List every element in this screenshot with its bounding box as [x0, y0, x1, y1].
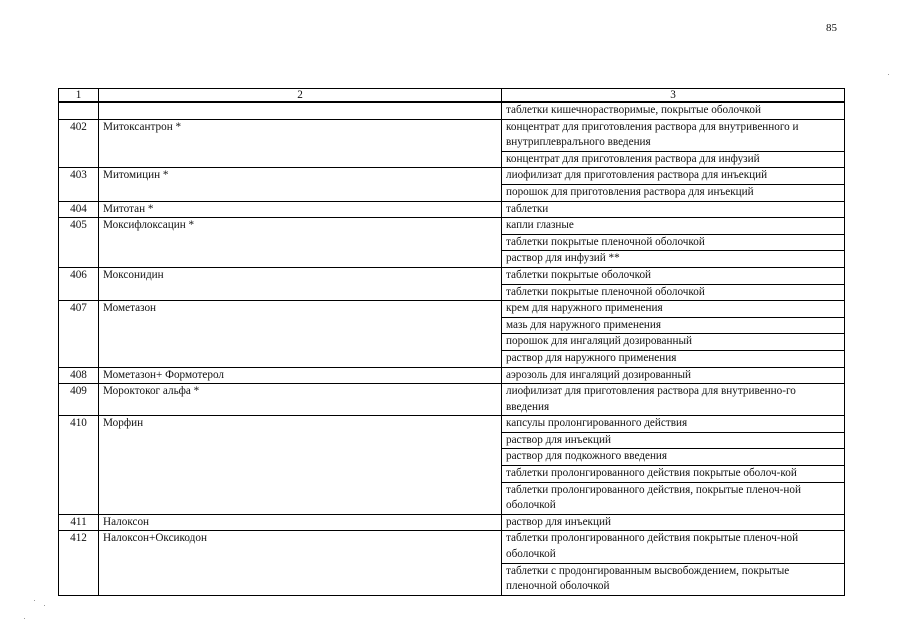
dosage-form: капсулы пролонгированного действия — [502, 416, 845, 433]
drug-name: Морфин — [99, 416, 502, 515]
dosage-form: порошок для ингаляций дозированный — [502, 334, 845, 351]
dosage-form: порошок для приготовления раствора для инъекций — [502, 184, 845, 201]
dosage-form: капли глазные — [502, 218, 845, 235]
dosage-form: таблетки покрытые пленочной оболочкой — [502, 284, 845, 301]
drug-name: Налоксон — [99, 514, 502, 531]
drug-name — [99, 102, 502, 119]
dosage-form: таблетки с продонгированным высвобождением, покрытые пленочной оболочкой — [502, 563, 845, 595]
dosage-form: таблетки покрытые оболочкой — [502, 267, 845, 284]
column-header-2: 2 — [99, 89, 502, 103]
table-row — [59, 367, 845, 384]
table-row — [59, 301, 845, 318]
drug-number: 402 — [59, 119, 99, 168]
table-row — [59, 218, 845, 235]
dosage-form: раствор для подкожного введения — [502, 449, 845, 466]
drug-number: 409 — [59, 384, 99, 416]
table-row — [59, 168, 845, 185]
drug-name: Мометазон+ Формотерол — [99, 367, 502, 384]
dosage-form: лиофилизат для приготовления раствора для инъекций — [502, 168, 845, 185]
drug-number: 411 — [59, 514, 99, 531]
drug-name: Митотан * — [99, 201, 502, 218]
scan-speck — [888, 74, 889, 75]
drug-number: 405 — [59, 218, 99, 268]
drug-name: Моксонидин — [99, 267, 502, 300]
drug-name: Митомицин * — [99, 168, 502, 201]
scan-speck — [44, 605, 45, 606]
table-row — [59, 531, 845, 563]
dosage-form: концентрат для приготовления раствора для инфузий — [502, 151, 845, 168]
dosage-form: таблетки — [502, 201, 845, 218]
dosage-form: крем для наружного применения — [502, 301, 845, 318]
table-row — [59, 416, 845, 433]
dosage-form: концентрат для приготовления раствора для внутривенного и внутриплевралъного введения — [502, 119, 845, 151]
dosage-form: аэрозоль для ингаляций дозированный — [502, 367, 845, 384]
drug-table — [58, 88, 845, 596]
dosage-form: раствор для инъекций — [502, 514, 845, 531]
drug-number: 412 — [59, 531, 99, 595]
drug-number: 407 — [59, 301, 99, 367]
table-row — [59, 267, 845, 284]
drug-number: 406 — [59, 267, 99, 300]
dosage-form: мазь для наружного применения — [502, 317, 845, 334]
dosage-form: лиофилизат для приготовления раствора для внутривенно-го введения — [502, 384, 845, 416]
dosage-form: таблетки кишечнорастворимые, покрытые оболочкой — [502, 102, 845, 119]
drug-number — [59, 102, 99, 119]
dosage-form: раствор для инфузий ** — [502, 251, 845, 268]
table-row — [59, 384, 845, 416]
drug-name: Мометазон — [99, 301, 502, 367]
table-header-row — [59, 89, 845, 103]
column-header-1: 1 — [59, 89, 99, 103]
drug-number: 408 — [59, 367, 99, 384]
dosage-form: таблетки пролонгированного действия покрытые пленоч-ной оболочкой — [502, 531, 845, 563]
drug-name: Митоксантрон * — [99, 119, 502, 168]
scan-speck — [24, 618, 25, 619]
page-number: 85 — [826, 22, 837, 34]
column-header-3: 3 — [502, 89, 845, 103]
table-row — [59, 102, 845, 119]
dosage-form: таблетки пролонгированного действия покрытые оболоч-кой — [502, 466, 845, 483]
drug-name: Моксифлоксацин * — [99, 218, 502, 268]
drug-name: Мороктоког альфа * — [99, 384, 502, 416]
table-row — [59, 201, 845, 218]
scan-speck — [34, 600, 35, 601]
dosage-form: раствор для инъекций — [502, 432, 845, 449]
table-body — [59, 102, 845, 595]
drug-number: 410 — [59, 416, 99, 515]
dosage-form: таблетки пролонгированного действия, покрытые пленоч-ной оболочкой — [502, 482, 845, 514]
table-row — [59, 119, 845, 151]
table-row — [59, 514, 845, 531]
drug-number: 403 — [59, 168, 99, 201]
drug-number: 404 — [59, 201, 99, 218]
dosage-form: таблетки покрытые пленочной оболочкой — [502, 234, 845, 251]
dosage-form: раствор для наружного применения — [502, 350, 845, 367]
drug-name: Налоксон+Оксикодон — [99, 531, 502, 595]
